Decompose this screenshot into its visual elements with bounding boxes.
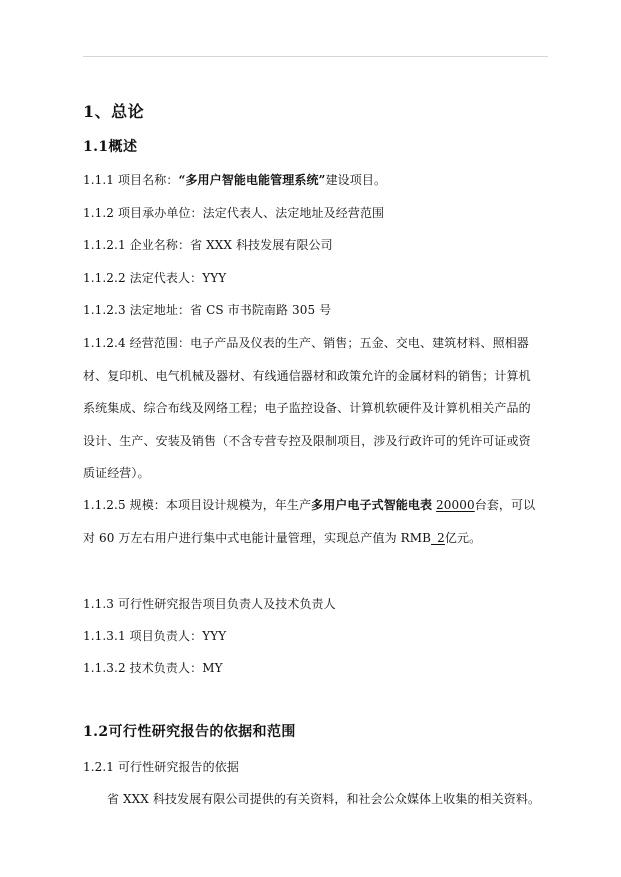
project-name-suffix: 建设项目。 [325,173,387,187]
basis-body-line: 省 XXX 科技发展有限公司提供的有关资料，和社会公众媒体上收集的相关资料。 [107,792,541,806]
scale-prefix: 1.1.2.5 规模：本项目设计规模为，年生产 [83,498,312,512]
business-scope-line-4: 设计、生产、安装及销售（不含专营专控及限制项目，涉及行政许可的凭许可证或资 [83,434,531,448]
scale-unit: 台套，可以 [474,498,536,512]
project-name-line [83,170,553,190]
section-1-1-title: 1.1概述 [83,139,138,155]
section-1-2-title: 1.2可行性研究报告的依据和范围 [83,724,296,740]
scale-line-1 [83,495,553,515]
scale-product: 多用户电子式智能电表 [311,498,433,512]
business-scope-line-3: 系统集成、综合布线及网络工程；电子监控设备、计算机软硬件及计算机相关产品的 [83,401,531,415]
scale-output-unit: 亿元。 [444,531,482,545]
company-name-line: 1.1.2.1 企业名称：省 XXX 科技发展有限公司 [83,238,333,252]
scale-line-2 [83,528,553,548]
responsible-persons-line: 1.1.3 可行性研究报告项目负责人及技术负责人 [83,597,336,611]
project-name-value: “多用户智能电能管理系统” [178,173,326,187]
section-1-title: 1、总论 [83,102,145,121]
scale-output-value: _2 [431,531,445,545]
scale-users: 对 60 万左右用户进行集中式电能计量管理，实现总产值为 RMB [83,531,432,545]
legal-rep-line: 1.1.2.2 法定代表人：YYY [83,271,227,285]
business-scope-line-2: 材、复印机、电气机械及器材、有线通信器材和政策允许的金属材料的销售；计算机 [83,369,531,383]
header-rule [83,56,548,57]
scale-quantity: 20000 [436,498,475,512]
undertaking-unit-line: 1.1.2 项目承办单位：法定代表人、法定地址及经营范围 [83,206,385,220]
legal-address-line: 1.1.2.3 法定地址：省 CS 市书院南路 305 号 [83,303,332,317]
project-lead-line: 1.1.3.1 项目负责人：YYY [83,629,227,643]
project-name-prefix: 1.1.1 项目名称： [83,173,179,187]
business-scope-line-1: 1.1.2.4 经营范围：电子产品及仪表的生产、销售；五金、交电、建筑材料、照相器 [83,336,529,350]
business-scope-line-5: 质证经营）。 [83,466,150,480]
basis-heading-line: 1.2.1 可行性研究报告的依据 [83,760,239,774]
tech-lead-line: 1.1.3.2 技术负责人：MY [83,661,223,675]
